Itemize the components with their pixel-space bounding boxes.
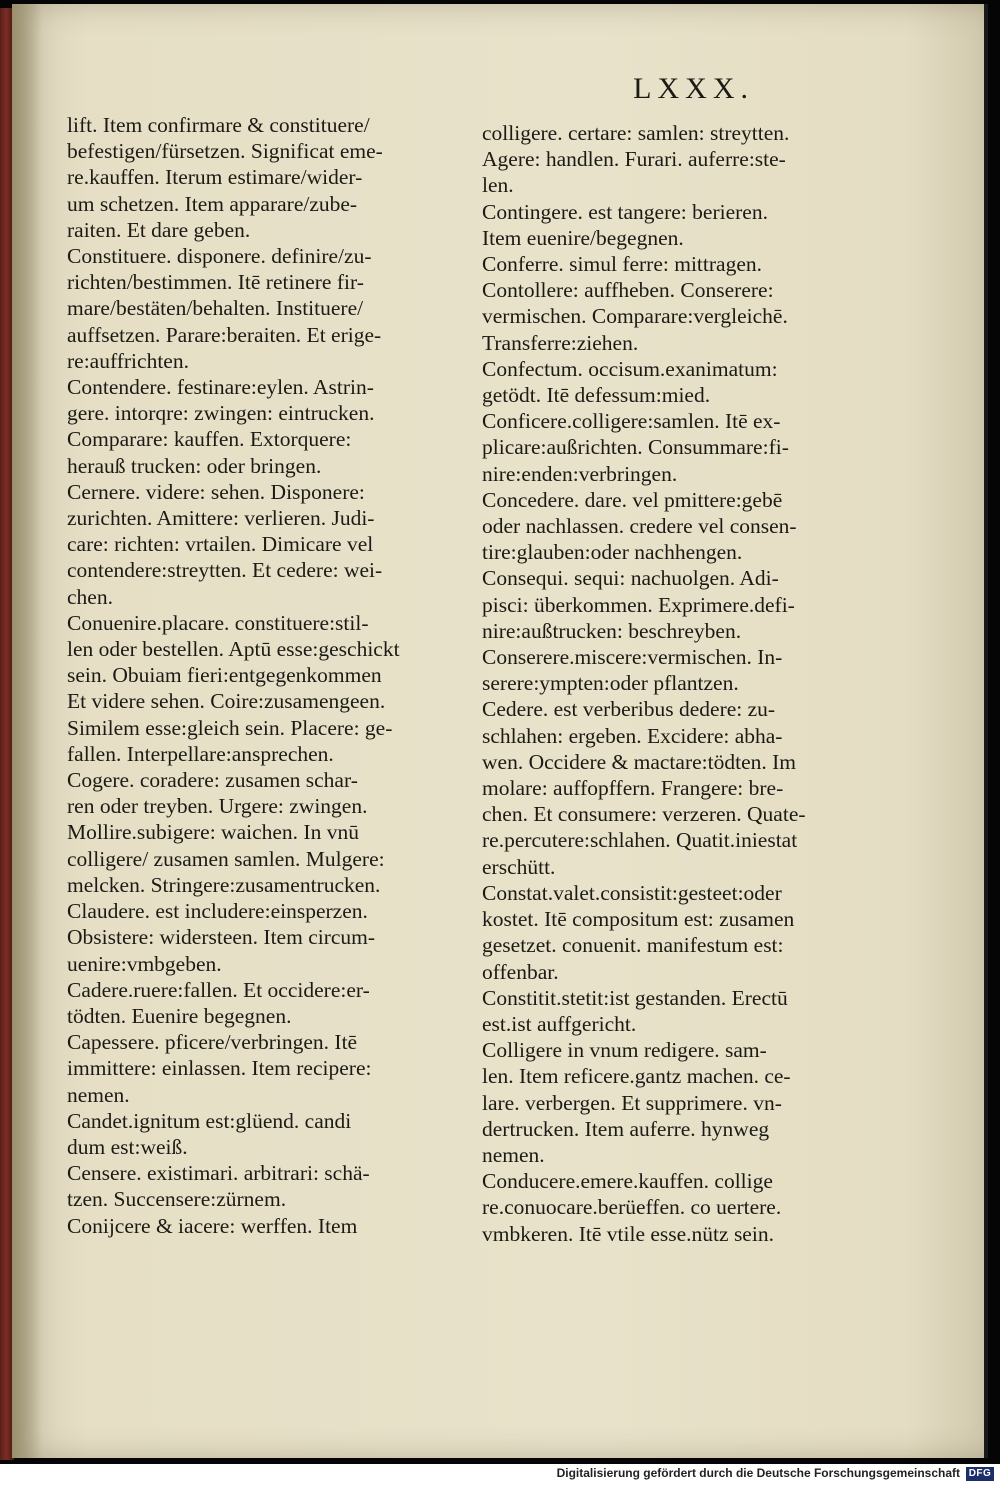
text-line: Conducere.emere.kauffen. collige <box>482 1169 773 1194</box>
text-line: Constat.valet.consistit:gesteet:oder <box>482 880 782 905</box>
text-line: tire:glauben:oder nachhengen. <box>482 540 743 565</box>
text-line: est.ist auffgericht. <box>482 1011 637 1036</box>
text-line: colligere/ zusamen samlen. Mulgere: <box>67 846 385 871</box>
text-line: Comparare: kauffen. Extorquere: <box>67 427 352 452</box>
text-line: Colligere in vnum redigere. sam- <box>482 1038 767 1063</box>
text-line: Consequi. sequi: nachuolgen. Adi- <box>482 566 779 591</box>
folio-number: LXXX. <box>633 72 754 105</box>
text-line: len. Item reficere.gantz machen. ce- <box>482 1064 791 1089</box>
text-line: pisci: überkommen. Exprimere.defi- <box>482 592 795 617</box>
text-line: Et videre sehen. Coire:zusamengeen. <box>67 689 386 714</box>
text-line: immittere: einlassen. Item recipere: <box>67 1056 372 1081</box>
text-line: nemen. <box>67 1082 130 1107</box>
text-line: gere. intorqre: zwingen: eintrucken. <box>67 401 375 426</box>
text-line: lare. verbergen. Et supprimere. vn- <box>482 1090 782 1115</box>
text-line: Candet.ignitum est:glüend. candi <box>67 1108 352 1133</box>
text-line: Obsistere: widersteen. Item circum- <box>67 925 376 950</box>
text-line: Capessere. pficere/verbringen. Itē <box>67 1030 358 1055</box>
text-line: re:auffrichten. <box>67 348 189 373</box>
text-line: uenire:vmbgeben. <box>67 951 222 976</box>
text-line: lift. Item confirmare & constituere/ <box>67 113 370 137</box>
text-line: Cedere. est verberibus dedere: zu- <box>482 697 776 722</box>
text-line: len oder bestellen. Aptū esse:geschickt <box>67 637 400 662</box>
text-line: Cadere.ruere:fallen. Et occidere:er- <box>67 977 370 1002</box>
text-line: Censere. existimari. arbitrari: schä- <box>67 1161 370 1186</box>
text-line: Contingere. est tangere: berieren. <box>482 199 768 224</box>
text-line: care: richten: vrtailen. Dimicare vel <box>67 532 374 557</box>
text-line: richten/bestimmen. Itē retinere fir- <box>67 270 364 295</box>
text-line: raiten. Et dare geben. <box>67 217 251 242</box>
text-line: Transferre:ziehen. <box>482 330 639 355</box>
text-line: vermischen. Comparare:vergleichē. <box>482 304 788 329</box>
text-line: nire:enden:verbringen. <box>482 461 678 486</box>
text-line: chen. <box>67 584 113 609</box>
text-line: schlahen: ergeben. Excidere: abha- <box>482 723 783 748</box>
text-line: chen. Et consumere: verzeren. Quate- <box>482 802 806 827</box>
text-line: oder nachlassen. credere vel consen- <box>482 514 797 539</box>
text-line: kostet. Itē compositum est: zusamen <box>482 907 795 932</box>
text-line: vmbkeren. Itē vtile esse.nütz sein. <box>482 1221 774 1246</box>
text-line: herauß trucken: oder bringen. <box>67 453 322 478</box>
text-line: nire:außtrucken: beschreyben. <box>482 618 742 643</box>
text-line: Contendere. festinare:eylen. Astrin- <box>67 375 374 400</box>
text-line: re.kauffen. Iterum estimare/wider- <box>67 165 363 190</box>
text-line: plicare:außrichten. Consummare:fi- <box>482 435 789 460</box>
text-line: Cernere. videre: sehen. Disponere: <box>67 479 365 504</box>
text-line: Mollire.subigere: waichen. In vnū <box>67 820 359 845</box>
text-line: Concedere. dare. vel pmittere:gebē <box>482 487 783 512</box>
text-line: re.percutere:schlahen. Quatit.iniestat <box>482 828 798 853</box>
text-line: Item euenire/begegnen. <box>482 225 684 250</box>
text-line: mare/bestäten/behalten. Instituere/ <box>67 296 364 321</box>
text-line: Constitit.stetit:ist gestanden. Erectū <box>482 985 788 1010</box>
text-line: tzen. Succensere:zürnem. <box>67 1187 287 1212</box>
left-text-column <box>67 112 467 1239</box>
right-text-column <box>482 120 877 1247</box>
text-line: Conficere.colligere:samlen. Itē ex- <box>482 409 781 434</box>
text-line: auffsetzen. Parare:beraiten. Et erige- <box>67 322 382 347</box>
text-line: Cogere. coradere: zusamen schar- <box>67 768 358 793</box>
text-line: contendere:streytten. Et cedere: wei- <box>67 558 383 583</box>
footer-credit: Digitalisierung gefördert durch die Deutsche Forschungsgemeinschaft <box>556 1466 960 1480</box>
text-line: offenbar. <box>482 959 559 984</box>
text-line: erschütt. <box>482 854 556 879</box>
text-line: wen. Occidere & mactare:tödten. Im <box>482 749 796 774</box>
text-line: len. <box>482 173 514 198</box>
text-line: Claudere. est includere:einsperzen. <box>67 899 368 924</box>
text-line: ren oder treyben. Urgere: zwingen. <box>67 794 368 819</box>
text-line: dertrucken. Item auferre. hynweg <box>482 1116 770 1141</box>
text-line: colligere. certare: samlen: streytten. <box>482 121 790 145</box>
book-page <box>12 4 988 1458</box>
text-line: um schetzen. Item apparare/zube- <box>67 191 358 216</box>
text-line: getödt. Itē defessum:mied. <box>482 383 711 408</box>
text-line: zurichten. Amittere: verlieren. Judi- <box>67 506 375 531</box>
text-line: Constituere. disponere. definire/zu- <box>67 244 372 269</box>
text-line: Conuenire.placare. constituere:stil- <box>67 610 369 635</box>
dfg-logo: DFG <box>966 1467 994 1481</box>
text-line: molare: auffopffern. Frangere: bre- <box>482 776 784 801</box>
text-line: gesetzet. conuenit. manifestum est: <box>482 933 784 958</box>
text-line: dum est:weiß. <box>67 1134 188 1159</box>
text-line: Similem esse:gleich sein. Placere: ge- <box>67 715 393 740</box>
text-line: befestigen/fürsetzen. Significat eme- <box>67 139 383 164</box>
text-line: Conferre. simul ferre: mittragen. <box>482 252 762 277</box>
text-line: Contollere: auffheben. Conserere: <box>482 278 774 303</box>
text-line: Confectum. occisum.exanimatum: <box>482 356 778 381</box>
text-line: Conijcere & iacere: werffen. Item <box>67 1213 358 1238</box>
text-line: tödten. Euenire begegnen. <box>67 1003 292 1028</box>
text-line: melcken. Stringere:zusamentrucken. <box>67 872 381 897</box>
text-line: Agere: handlen. Furari. auferre:ste- <box>482 147 786 172</box>
text-line: Conserere.miscere:vermischen. In- <box>482 645 783 670</box>
text-line: re.conuocare.berüeffen. co uertere. <box>482 1195 782 1220</box>
text-line: nemen. <box>482 1142 545 1167</box>
text-line: fallen. Interpellare:ansprechen. <box>67 741 334 766</box>
text-line: serere:ympten:oder pflantzen. <box>482 671 739 696</box>
text-line: sein. Obuiam fieri:entgegenkommen <box>67 663 382 688</box>
